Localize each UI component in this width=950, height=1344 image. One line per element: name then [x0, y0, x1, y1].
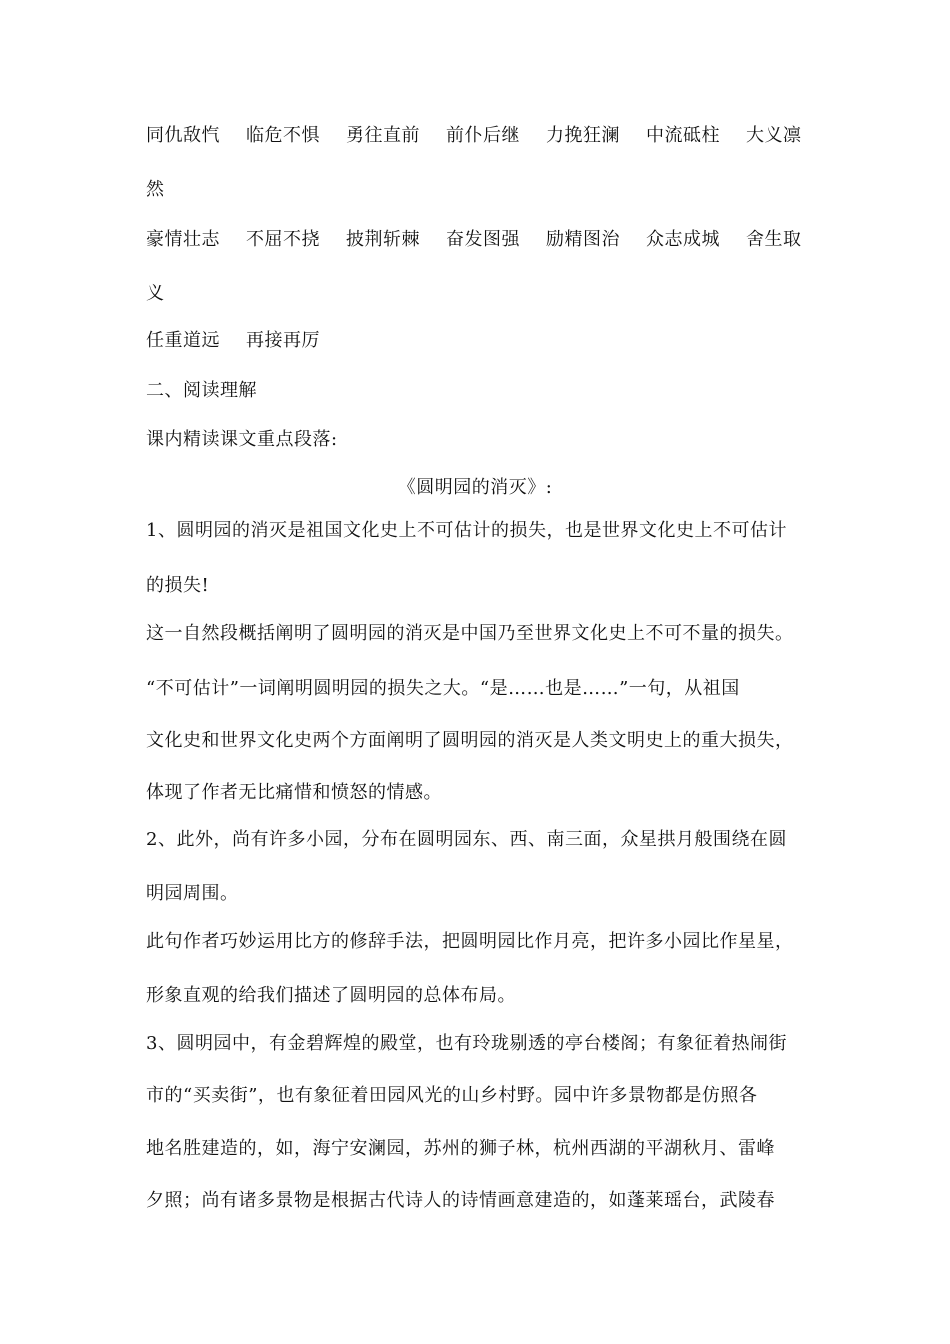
idiom: 披荆斩棘	[346, 229, 420, 250]
idiom: 勇往直前	[346, 125, 420, 146]
idiom: 任重道远	[146, 330, 220, 351]
idiom: 力挽狂澜	[546, 125, 620, 146]
paragraph-2-line: 2、此外，尚有许多小园，分布在圆明园东、西、南三面，众星拱月般围绕在圆	[146, 829, 787, 850]
idiom: 再接再厉	[246, 330, 320, 351]
idiom: 中流砥柱	[646, 125, 720, 146]
idiom: 前仆后继	[446, 125, 520, 146]
analysis-2-line: 形象直观的给我们描述了圆明园的总体布局。	[146, 985, 516, 1006]
idiom-row-2-continuation: 义	[146, 283, 165, 304]
analysis-2-line: 此句作者巧妙运用比方的修辞手法，把圆明园比作月亮，把许多小园比作星星，	[146, 931, 794, 952]
idiom: 励精图治	[546, 229, 620, 250]
idiom: 奋发图强	[446, 229, 520, 250]
section-heading: 二、阅读理解	[146, 380, 257, 401]
paragraph-3-line: 市的“买卖街”，也有象征着田园风光的山乡村野。园中许多景物都是仿照各	[146, 1085, 758, 1106]
paragraph-3-line: 夕照；尚有诸多景物是根据古代诗人的诗情画意建造的，如蓬莱瑶台，武陵春	[146, 1190, 775, 1211]
idiom: 不屈不挠	[246, 229, 320, 250]
idiom: 豪情壮志	[146, 229, 220, 250]
analysis-1-line: 体现了作者无比痛惜和愤怒的情感。	[146, 782, 442, 803]
idiom: 舍生取	[746, 229, 802, 250]
analysis-1-line: 文化史和世界文化史两个方面阐明了圆明园的消灭是人类文明史上的重大损失，	[146, 730, 794, 751]
section-subheading: 课内精读课文重点段落:	[146, 429, 338, 450]
paragraph-1-line: 1、圆明园的消灭是祖国文化史上不可估计的损失，也是世界文化史上不可估计	[146, 520, 787, 541]
idiom-row-1-continuation: 然	[146, 179, 165, 200]
idiom: 大义凛	[746, 125, 802, 146]
idiom: 临危不惧	[246, 125, 320, 146]
paragraph-3-line: 3、圆明园中，有金碧辉煌的殿堂，也有玲珑剔透的亭台楼阁；有象征着热闹街	[146, 1033, 787, 1054]
idiom-row-2	[146, 228, 802, 252]
analysis-1-line: 这一自然段概括阐明了圆明园的消灭是中国乃至世界文化史上不可不量的损失。	[146, 623, 794, 644]
text-title: 《圆明园的消灭》:	[397, 477, 553, 498]
idiom-row-3	[146, 329, 320, 353]
idiom-row-1	[146, 124, 802, 148]
idiom: 众志成城	[646, 229, 720, 250]
paragraph-2-line: 明园周围。	[146, 883, 239, 904]
paragraph-3-line: 地名胜建造的，如，海宁安澜园，苏州的狮子林，杭州西湖的平湖秋月、雷峰	[146, 1138, 775, 1159]
paragraph-1-line: 的损失!	[146, 575, 210, 596]
analysis-1-line: “不可估计”一词阐明圆明园的损失之大。“是……也是……”一句，从祖国	[146, 678, 740, 699]
idiom: 同仇敌忾	[146, 125, 220, 146]
